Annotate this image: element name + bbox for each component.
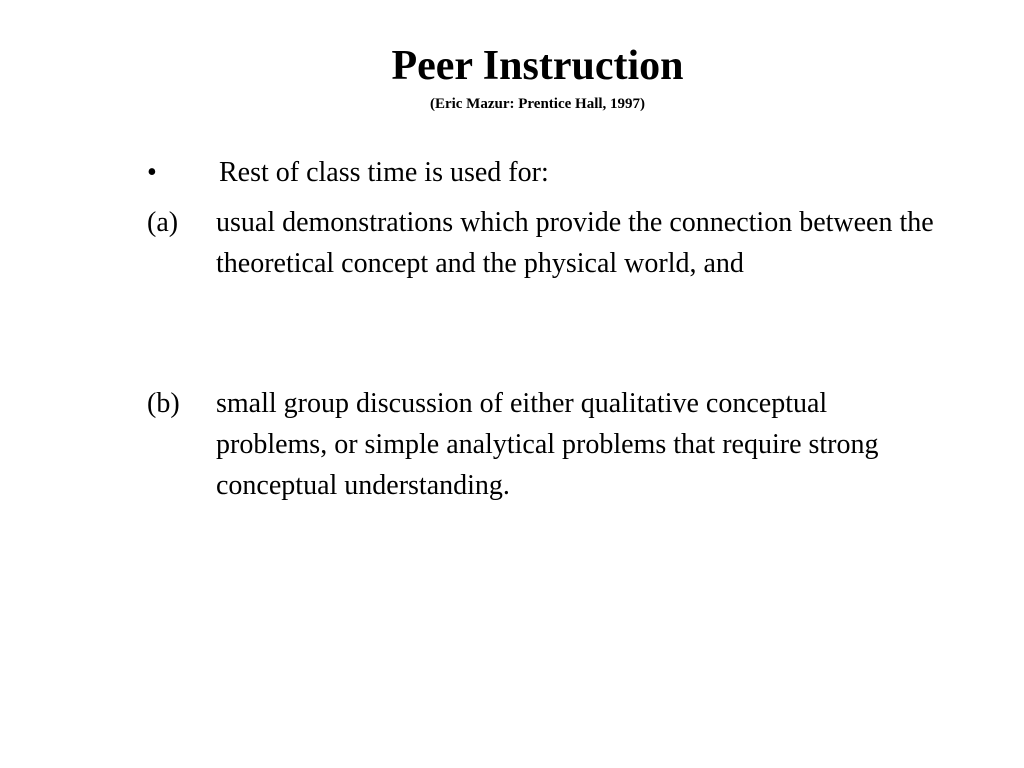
- list-item-text: usual demonstrations which provide the connection between the theoretical concept and the physical world, and: [216, 207, 934, 279]
- list-item-marker: (a): [147, 207, 179, 238]
- slide-title: Peer Instruction: [391, 43, 684, 89]
- list-item-marker: (b): [147, 388, 180, 419]
- list-item-b: [147, 383, 947, 506]
- list-item-a: [147, 202, 947, 284]
- bullet-point: [147, 155, 549, 191]
- list-item-text: small group discussion of either qualitative conceptual problems, or simple analytical problems that require strong conceptual understanding.: [216, 388, 879, 501]
- bullet-icon: •: [147, 157, 157, 188]
- slide-subtitle: (Eric Mazur: Prentice Hall, 1997): [429, 96, 646, 112]
- bullet-text: Rest of class time is used for:: [219, 157, 549, 188]
